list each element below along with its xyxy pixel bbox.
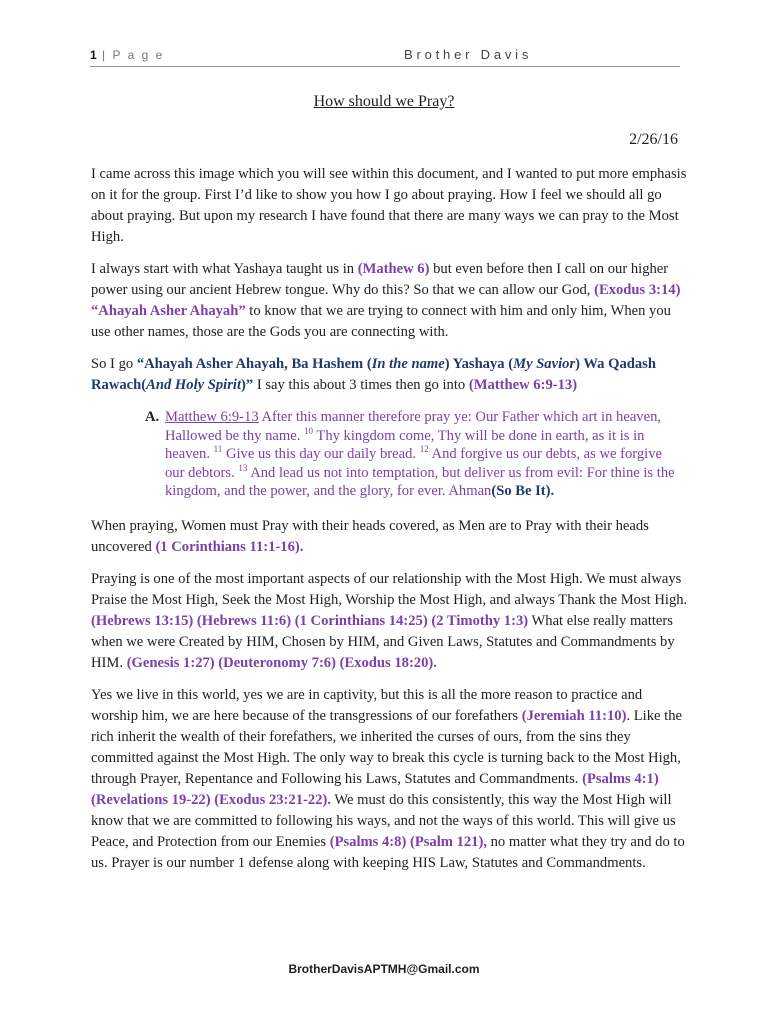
- text: but even before then I call on our higher power using our ancient Hebrew tongue. Why do this? So that we can allow our God,: [91, 261, 669, 298]
- text: We must do this consistently, this way the Most High will know that we are committed to following his ways, and not the ways of this world. This will give us Peace, and Protection from our Enemies: [91, 792, 676, 850]
- scripture-ref: (Psalms 4:8) (Psalm 121),: [329, 834, 487, 850]
- text: Praying is one of the most important aspects of our relationship with the Most High. We must always Praise the Most High, Seek the Most High, Worship the Most High, and always Thank the Most High.: [91, 571, 688, 608]
- paragraph-captivity: [91, 685, 691, 874]
- translation: And Holy Spirit: [146, 377, 242, 393]
- paragraph-invocation: [91, 354, 691, 396]
- translation: In the name: [371, 356, 445, 372]
- list-marker: A.: [145, 409, 160, 425]
- verse-number: 12: [419, 444, 429, 455]
- footer-email: BrotherDavisAPTMH@Gmail.com: [288, 962, 480, 976]
- scripture-ref: (Genesis 1:27) (Deuteronomy 7:6) (Exodus 18:20).: [126, 655, 437, 671]
- verse-text: Thy kingdom come, Thy will be done in earth, as it is in heaven.: [165, 427, 645, 462]
- scripture-ref: (Hebrews 13:15) (Hebrews 11:6) (1 Corinthians 14:25) (2 Timothy 1:3): [91, 613, 529, 629]
- page-number: 1: [90, 48, 97, 62]
- list-item: [165, 408, 685, 501]
- scripture-ref: (Jeremiah 11:10): [521, 708, 627, 724]
- verse-text: After this manner therefore pray ye: Our Father which art in heaven, Hallowed be thy name.: [165, 409, 662, 444]
- text: no matter what they try and do to us. Prayer is our number 1 defense along with keeping HIS Law, Statutes and Commandments.: [91, 834, 685, 871]
- page-header: [90, 46, 680, 67]
- text: When praying, Women must Pray with their heads covered, as Men are to Pray with their heads uncovered: [91, 518, 649, 555]
- invocation-part: )”: [241, 377, 254, 393]
- verse-number: 10: [304, 425, 314, 436]
- scripture-ref: (Mathew 6): [357, 261, 430, 277]
- verse-text: Give us this day our daily bread.: [222, 446, 420, 462]
- translation: My Savior: [513, 356, 576, 372]
- page-label: | P a g e: [102, 48, 165, 62]
- paragraph-head-covering: [91, 516, 691, 558]
- text: . Like the rich inherit the wealth of their forefathers, we inherited the curses of ours, from the sins they committed against the Most High. The only way to break this cycle is turning back to the Most High, through Prayer, Repentance and Following his Laws, Statutes and Commandments.: [91, 708, 682, 787]
- text: Yes we live in this world, yes we are in captivity, but this is all the more reason to practice and worship him, we are here because of the transgressions of our forefathers: [91, 687, 643, 724]
- list-item-heading: Matthew 6:9-13: [165, 409, 259, 425]
- verse-number: 13: [238, 462, 248, 473]
- invocation-part: “Ahayah Asher Ahayah, Ba Hashem (: [136, 356, 372, 372]
- text: What else really matters when we were Created by HIM, Chosen by HIM, and Given Laws, Statutes and Commandments by HIM.: [91, 613, 675, 671]
- verse-text: And forgive us our debts, as we forgive our debtors.: [165, 446, 663, 481]
- verse-ending: (So Be It).: [491, 483, 555, 499]
- text: I always start with what Yashaya taught us in: [91, 261, 358, 277]
- paragraph-relationship: [91, 569, 691, 674]
- paragraph-intro: [91, 164, 691, 248]
- intro-text: I came across this image which you will see within this document, and I wanted to put more emphasis on it for the group. First I’d like to show you how I go about praying. How I feel we should all go about praying. But upon my research I have found that there are many ways we can pray to the Most High.: [91, 166, 687, 245]
- page-indicator: [90, 48, 164, 62]
- text: So I go: [91, 356, 137, 372]
- divine-name: “Ahayah Asher Ahayah”: [91, 303, 246, 319]
- verse-number: 11: [213, 444, 223, 455]
- scripture-ref: (Psalms 4:1) (Revelations 19-22) (Exodus 23:21-22).: [91, 771, 659, 808]
- header-author: Brother Davis: [404, 47, 533, 62]
- invocation-part: ) Wa Qadash Rawach(: [91, 356, 656, 393]
- scripture-ref: (Exodus 3:14): [594, 282, 681, 298]
- invocation-part: ) Yashaya (: [444, 356, 514, 372]
- text: to know that we are trying to connect with him and only him, When you use other names, those are the Gods you are connecting with.: [91, 303, 671, 340]
- document-date: 2/26/16: [629, 131, 678, 148]
- verse-text: And lead us not into temptation, but deliver us from evil: For thine is the kingdom, and the power, and the glory, for ever. Ahman: [165, 464, 675, 499]
- document-title: How should we Pray?: [313, 93, 455, 110]
- scripture-ref: (Matthew 6:9-13): [468, 377, 578, 393]
- scripture-ref: (1 Corinthians 11:1-16).: [155, 539, 304, 555]
- paragraph-hebrew-tongue: [91, 259, 691, 343]
- text: I say this about 3 times then go into: [253, 377, 469, 393]
